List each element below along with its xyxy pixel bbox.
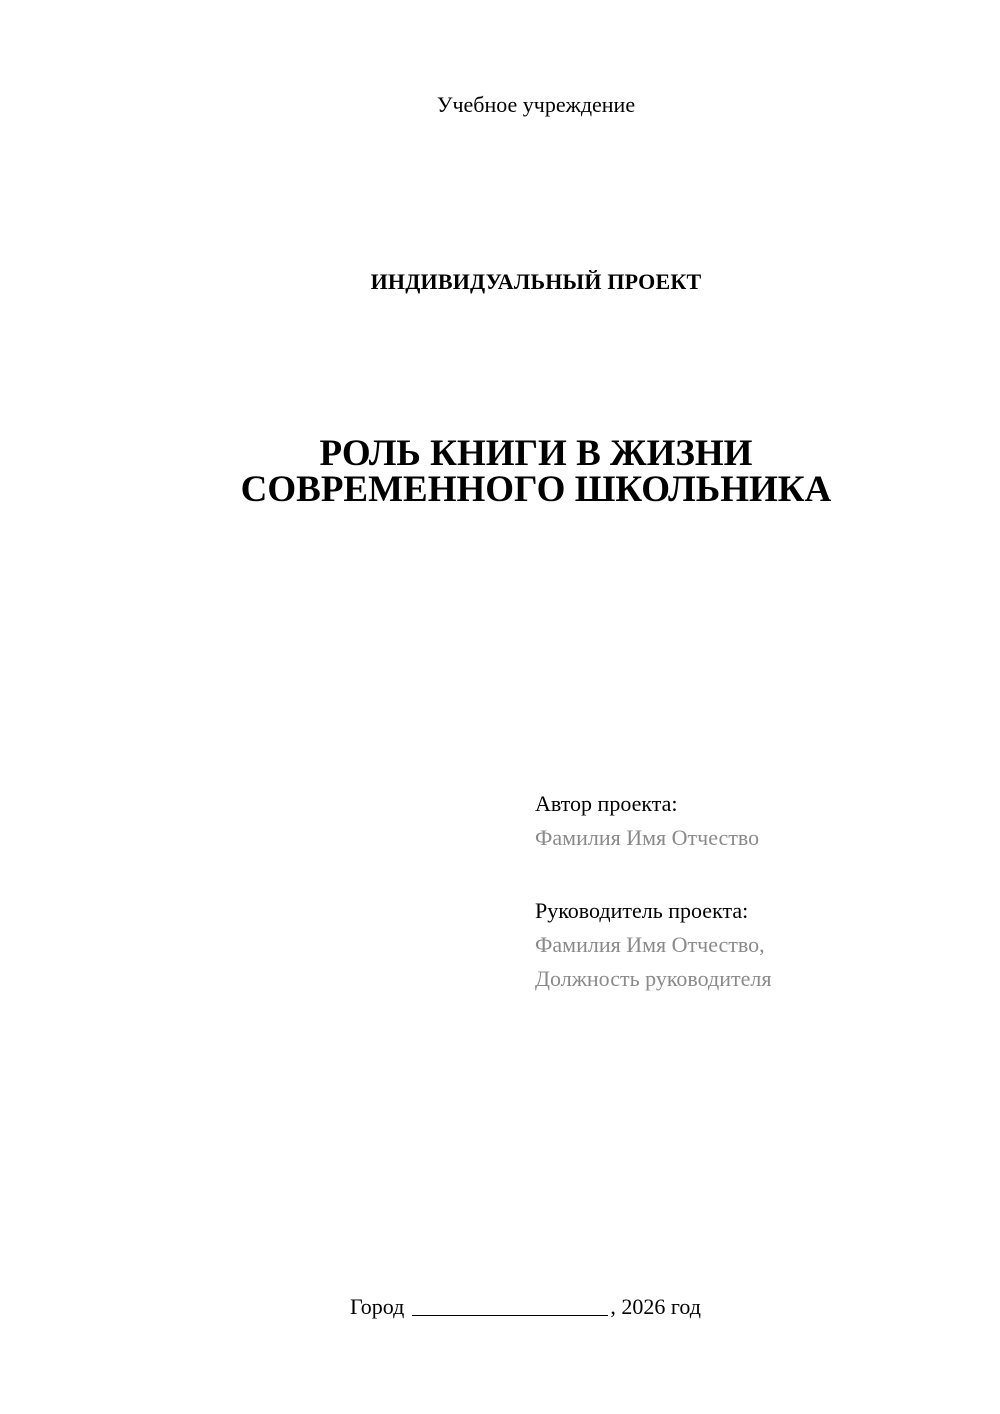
city-label: Город: [350, 1294, 405, 1319]
supervisor-name: Фамилия Имя Отчество,: [535, 932, 765, 957]
project-title-line-2: СОВРЕМЕННОГО ШКОЛЬНИКА: [240, 469, 832, 510]
city-blank-line: [412, 1293, 608, 1316]
year-text: , 2026 год: [610, 1294, 701, 1319]
project-title: [0, 433, 1000, 510]
author-block: [535, 787, 759, 855]
project-title-line-1: РОЛЬ КНИГИ В ЖИЗНИ: [319, 433, 753, 474]
supervisor-position: Должность руководителя: [535, 966, 772, 991]
institution-name: Учебное учреждение: [436, 92, 636, 117]
supervisor-label: Руководитель проекта:: [535, 898, 749, 923]
document-type: ИНДИВИДУАЛЬНЫЙ ПРОЕКТ: [370, 269, 702, 294]
footer-city-year: [350, 1291, 701, 1321]
author-name: Фамилия Имя Отчество: [535, 825, 760, 850]
supervisor-block: [535, 894, 771, 996]
author-label: Автор проекта:: [535, 791, 678, 816]
